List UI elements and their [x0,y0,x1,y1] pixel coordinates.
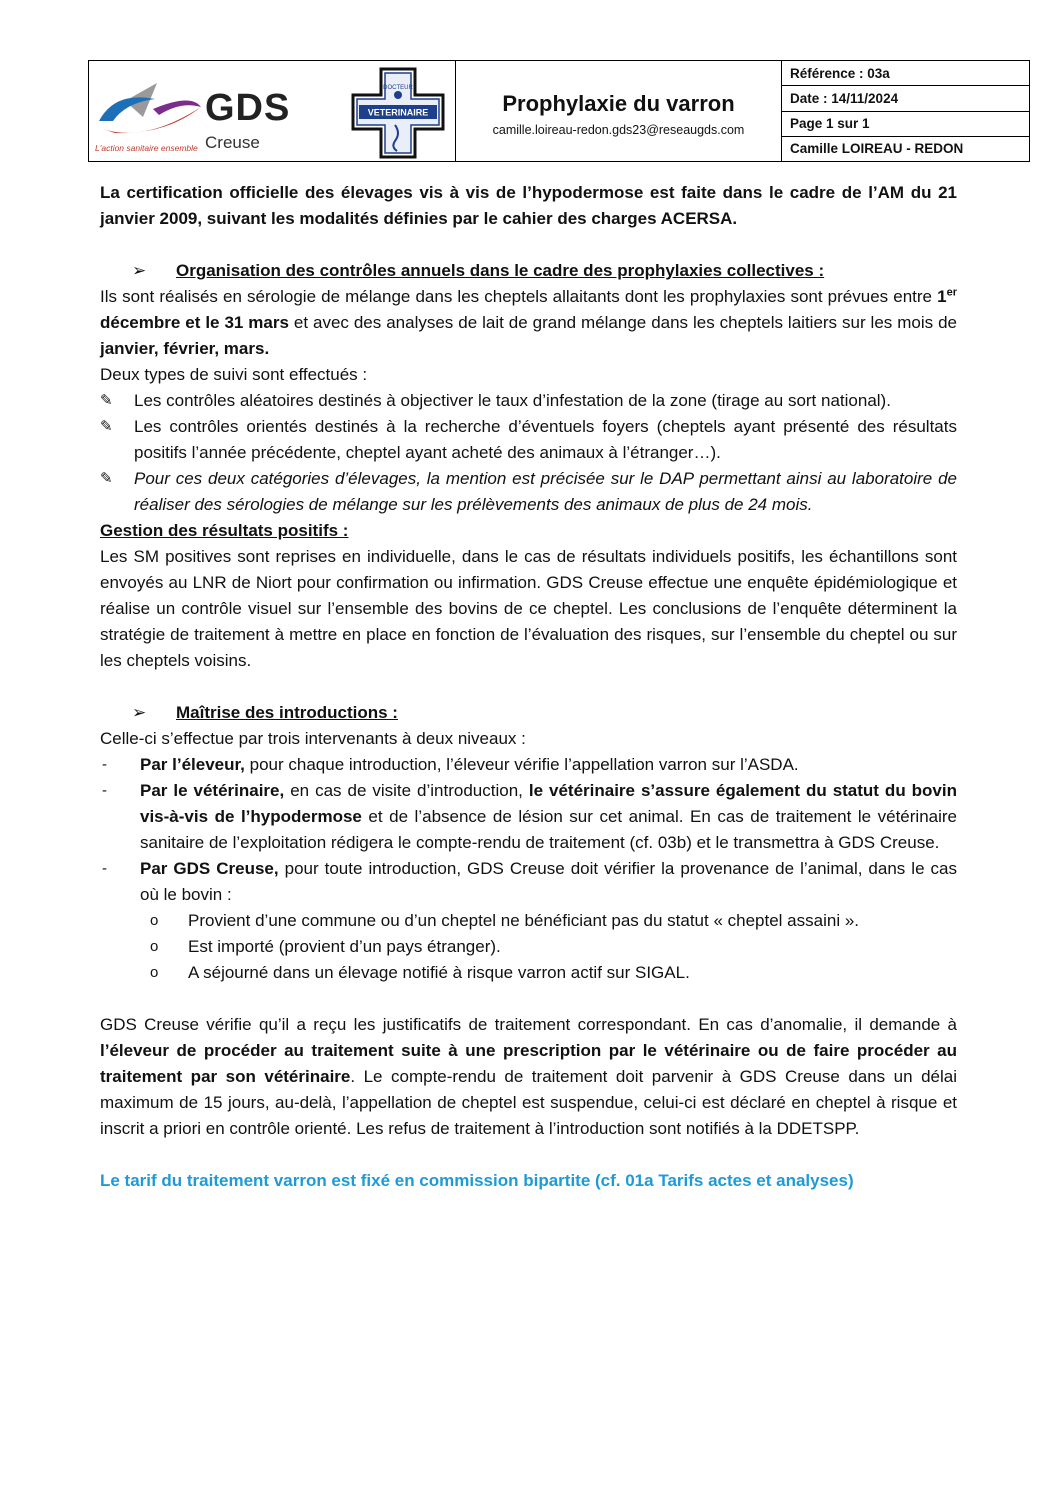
list-item: ✎ Les contrôles aléatoires destinés à objectiver le taux d’infestation de la zone (tirage au sort national). [100,388,957,414]
list-item: ✎ Pour ces deux catégories d’élevages, la mention est précisée sur le DAP permettant ainsi au laboratoire de réaliser des sérologies de mélange sur les prélèvements des animaux de plus de 24 mois. [100,466,957,518]
circle-bullet-icon: o [150,938,159,955]
section1-intro-list: Deux types de suivi sont effectués : [100,365,368,384]
pencil-bullet-icon: ✎ [100,470,113,487]
section3-intro: Celle-ci s’effectue par trois intervenants à deux niveaux : [100,729,526,748]
date-field: Date : 14/11/2024 [782,86,1029,111]
logo-cell [89,61,456,161]
pencil-bullet-icon: ✎ [100,418,113,435]
tariff-note: Le tarif du traitement varron est fixé en commission bipartite (cf. 01a Tarifs actes et analyses) [100,1171,854,1190]
title-cell [456,61,782,161]
list-item: o A séjourné dans un élevage notifié à risque varron actif sur SIGAL. [150,960,957,986]
contact-email: camille.loireau-redon.gds23@reseaugds.com [492,123,745,137]
pencil-bullet-icon: ✎ [100,392,113,409]
logo-creuse-text: Creuse [205,133,260,152]
section2-paragraph: Les SM positives sont reprises en individuelle, dans le cas de résultats individuels positifs, les échantillons sont envoyés au LNR de Niort pour confirmation ou infirmation. GDS Creuse effectue une enquête épidémiologique et réalise un contrôle visuel sur l’ensemble des bovins de ce cheptel. Les conclusions de l’enquête déterminent la stratégie de traitement à mettre en place en fonction de l’évaluation des risques, sur l’ensemble du cheptel ou sur les cheptels voisins. [100,547,957,670]
circle-bullet-icon: o [150,964,159,981]
list-item: - Par le vétérinaire, en cas de visite d’introduction, le vétérinaire s’assure également du statut du bovin vis-à-vis de l’hypodermose et de l’absence de lésion sur cet animal. En cas de traitement le vétérinaire sanitaire de l’exploitation rédigera le compte-rendu de traitement (cf. 03b) et le transmettra à GDS Creuse. [102,781,958,852]
logo-tagline: L'action sanitaire ensemble [95,143,198,153]
veterinary-cross-icon [351,67,445,159]
section1-heading-text: Organisation des contrôles annuels dans le cadre des prophylaxies collectives : [176,261,825,280]
section1-heading [132,258,957,284]
cross-label-text: VETERINAIRE [367,107,429,118]
list-item: - Par l’éleveur, pour chaque introduction, l’éleveur vérifie l’appellation varron sur l’ASDA. [102,755,799,774]
section3-heading-text: Maîtrise des introductions : [176,703,398,722]
reference-field: Référence : 03a [782,61,1029,86]
document-title: Prophylaxie du varron [502,91,735,116]
list-item: o Est importé (provient d’un pays étranger). [150,934,957,960]
list-item: o Provient d’une commune ou d’un cheptel ne bénéficiant pas du statut « cheptel assaini ». [150,908,957,934]
section3-heading [132,700,957,726]
actors-list [100,752,957,908]
gds-logo-icon [95,77,205,147]
controls-list [100,388,957,518]
section2-heading: Gestion des résultats positifs : [100,521,349,540]
arrow-icon: ➢ [132,703,147,722]
section1-paragraph: Ils sont réalisés en sérologie de mélange dans les cheptels allaitants dont les prophylaxies sont prévues entre 1er décembre et le 31 mars et avec des analyses de lait de grand mélange dans les cheptels laitiers sur les mois de janvier, février, mars. [100,286,957,358]
list-item: ✎ Les contrôles orientés destinés à la recherche d’éventuels foyers (cheptels ayant présenté des résultats positifs l’année précédente, cheptel ayant acheté des animaux à l’étranger…). [100,414,957,466]
arrow-icon: ➢ [132,261,147,280]
intro-paragraph: La certification officielle des élevages vis à vis de l’hypodermose est faite dans le cadre de l’AM du 21 janvier 2009, suivant les modalités définies par le cahier des charges ACERSA. [100,183,957,228]
author-field: Camille LOIREAU - REDON [790,141,964,157]
list-item: - Par GDS Creuse, pour toute introduction, GDS Creuse doit vérifier la provenance de l’animal, dans le cas où le bovin : [102,859,957,904]
circle-bullet-icon: o [150,912,159,929]
page-field: Page 1 sur 1 [782,112,1029,137]
info-cell [782,61,1029,161]
header-table [88,60,1030,162]
document-body [100,180,957,1194]
conditions-list [150,908,957,986]
cross-top-text: DOCTEUR [383,85,413,91]
logo-gds-text: GDS [205,87,291,129]
section4-paragraph: GDS Creuse vérifie qu’il a reçu les justificatifs de traitement correspondant. En cas d’anomalie, il demande à l’éleveur de procéder au traitement suite à une prescription par le vétérinaire ou de faire procéder au traitement par son vétérinaire. Le compte-rendu de traitement doit parvenir à GDS Creuse dans un délai maximum de 15 jours, au-delà, l’appellation de cheptel est suspendue, celui-ci est déclaré en cheptel à risque et inscrit a priori en contrôle orienté. Les refus de traitement à l’introduction sont notifiés à la DDETSPP. [100,1015,958,1138]
